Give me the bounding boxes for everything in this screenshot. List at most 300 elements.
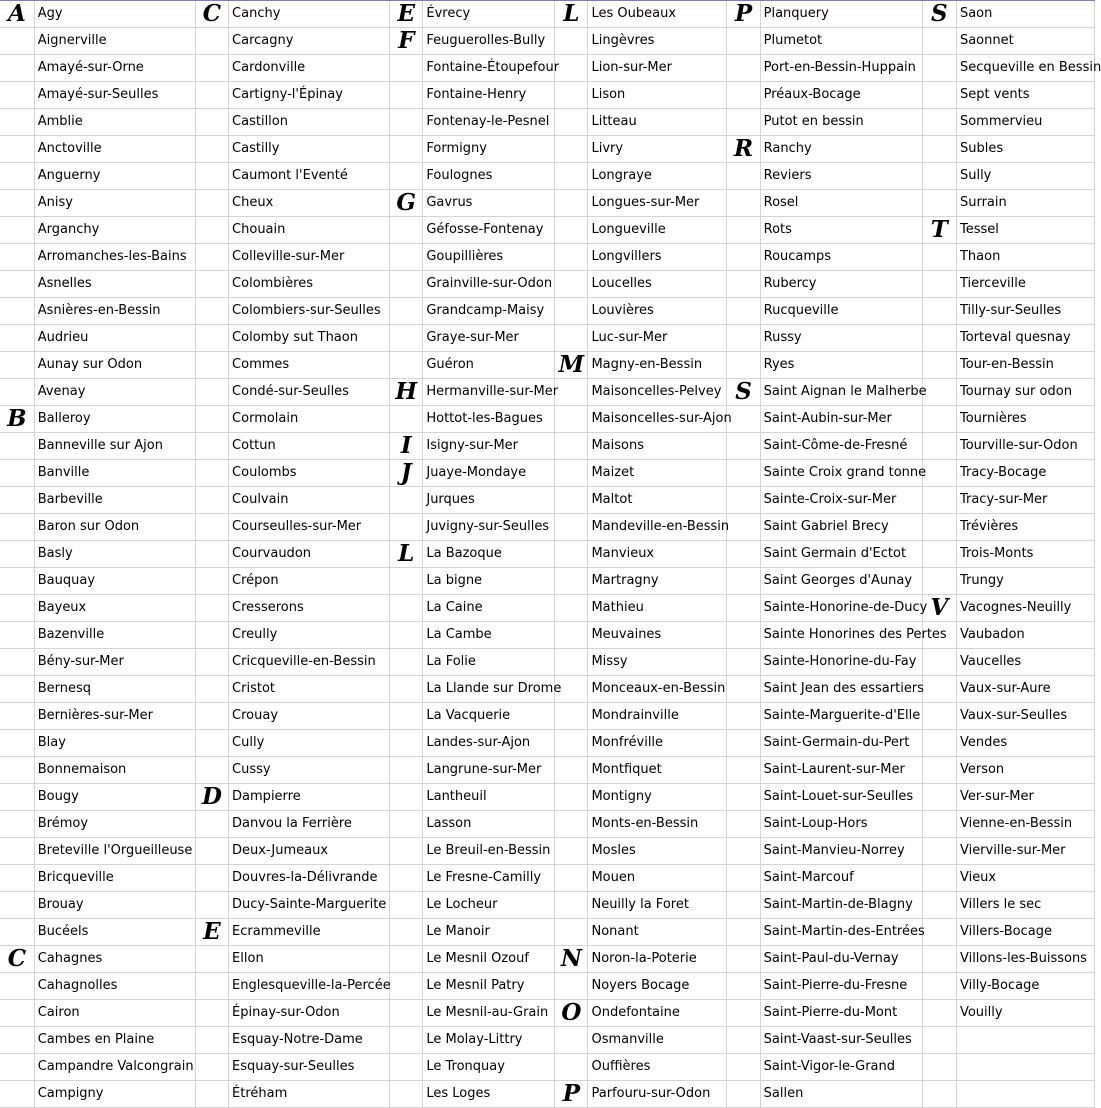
letter-cell[interactable] bbox=[195, 1027, 228, 1054]
commune-cell[interactable]: Lison bbox=[588, 82, 727, 109]
commune-cell[interactable]: Courseulles-sur-Mer bbox=[229, 514, 390, 541]
letter-cell[interactable] bbox=[0, 568, 34, 595]
letter-cell[interactable] bbox=[727, 163, 760, 190]
letter-cell[interactable] bbox=[555, 649, 588, 676]
commune-cell[interactable]: Préaux-Bocage bbox=[760, 82, 922, 109]
commune-cell[interactable]: Livry bbox=[588, 136, 727, 163]
commune-cell[interactable]: Villy-Bocage bbox=[956, 973, 1094, 1000]
commune-cell[interactable]: Torteval quesnay bbox=[956, 325, 1094, 352]
commune-cell[interactable]: Géfosse-Fontenay bbox=[423, 217, 555, 244]
letter-cell[interactable] bbox=[922, 676, 956, 703]
commune-cell[interactable]: Villers le sec bbox=[956, 892, 1094, 919]
letter-cell[interactable] bbox=[195, 595, 228, 622]
commune-cell[interactable]: Longraye bbox=[588, 163, 727, 190]
commune-cell[interactable]: Villers-Bocage bbox=[956, 919, 1094, 946]
commune-cell[interactable]: Maisoncelles-sur-Ajon bbox=[588, 406, 727, 433]
commune-cell[interactable]: Manvieux bbox=[588, 541, 727, 568]
commune-cell[interactable]: Sept vents bbox=[956, 82, 1094, 109]
letter-cell[interactable]: E bbox=[390, 1, 423, 28]
letter-cell[interactable] bbox=[195, 811, 228, 838]
letter-cell[interactable] bbox=[555, 28, 588, 55]
letter-cell[interactable] bbox=[555, 136, 588, 163]
letter-cell[interactable] bbox=[555, 298, 588, 325]
letter-cell[interactable] bbox=[727, 973, 760, 1000]
commune-cell[interactable]: Bauquay bbox=[34, 568, 195, 595]
letter-cell[interactable] bbox=[0, 109, 34, 136]
commune-cell[interactable]: Le Fresne-Camilly bbox=[423, 865, 555, 892]
commune-cell[interactable]: Louvières bbox=[588, 298, 727, 325]
letter-cell[interactable] bbox=[922, 730, 956, 757]
letter-cell[interactable] bbox=[195, 1081, 228, 1108]
letter-cell[interactable] bbox=[727, 1054, 760, 1081]
commune-cell[interactable]: Avenay bbox=[34, 379, 195, 406]
letter-cell[interactable] bbox=[390, 109, 423, 136]
commune-cell[interactable]: Monceaux-en-Bessin bbox=[588, 676, 727, 703]
letter-cell[interactable] bbox=[727, 28, 760, 55]
commune-cell[interactable]: La Folie bbox=[423, 649, 555, 676]
letter-cell[interactable] bbox=[727, 55, 760, 82]
letter-cell[interactable] bbox=[195, 460, 228, 487]
commune-cell[interactable]: Barbeville bbox=[34, 487, 195, 514]
letter-cell[interactable] bbox=[555, 757, 588, 784]
commune-cell[interactable]: Esquay-Notre-Dame bbox=[229, 1027, 390, 1054]
letter-cell[interactable] bbox=[0, 919, 34, 946]
letter-cell[interactable] bbox=[0, 541, 34, 568]
letter-cell[interactable] bbox=[727, 865, 760, 892]
commune-cell[interactable]: Tournières bbox=[956, 406, 1094, 433]
commune-cell[interactable]: Saint-Manvieu-Norrey bbox=[760, 838, 922, 865]
letter-cell[interactable]: J bbox=[390, 460, 423, 487]
commune-cell[interactable]: Dampierre bbox=[229, 784, 390, 811]
commune-cell[interactable]: Arganchy bbox=[34, 217, 195, 244]
commune-cell[interactable]: Carcagny bbox=[229, 28, 390, 55]
letter-cell[interactable] bbox=[0, 217, 34, 244]
commune-cell[interactable]: Commes bbox=[229, 352, 390, 379]
letter-cell[interactable] bbox=[195, 568, 228, 595]
letter-cell[interactable] bbox=[922, 946, 956, 973]
commune-cell[interactable]: Hottot-les-Bagues bbox=[423, 406, 555, 433]
commune-cell[interactable]: Tierceville bbox=[956, 271, 1094, 298]
commune-cell[interactable]: Brémoy bbox=[34, 811, 195, 838]
letter-cell[interactable] bbox=[390, 298, 423, 325]
letter-cell[interactable] bbox=[390, 487, 423, 514]
commune-cell[interactable]: Trois-Monts bbox=[956, 541, 1094, 568]
letter-cell[interactable] bbox=[195, 190, 228, 217]
commune-cell[interactable]: Saint Gabriel Brecy bbox=[760, 514, 922, 541]
commune-cell[interactable]: Blay bbox=[34, 730, 195, 757]
commune-cell[interactable]: Trévières bbox=[956, 514, 1094, 541]
commune-cell[interactable]: Reviers bbox=[760, 163, 922, 190]
letter-cell[interactable] bbox=[390, 811, 423, 838]
commune-cell[interactable]: Rubercy bbox=[760, 271, 922, 298]
letter-cell[interactable] bbox=[390, 1027, 423, 1054]
commune-cell[interactable]: Subles bbox=[956, 136, 1094, 163]
letter-cell[interactable] bbox=[727, 244, 760, 271]
letter-cell[interactable] bbox=[922, 514, 956, 541]
commune-cell[interactable]: Ryes bbox=[760, 352, 922, 379]
letter-cell[interactable] bbox=[555, 973, 588, 1000]
commune-cell[interactable]: Landes-sur-Ajon bbox=[423, 730, 555, 757]
commune-cell[interactable]: Planquery bbox=[760, 1, 922, 28]
letter-cell[interactable] bbox=[390, 514, 423, 541]
letter-cell[interactable] bbox=[555, 190, 588, 217]
letter-cell[interactable] bbox=[0, 865, 34, 892]
commune-cell[interactable]: Le Mesnil Ozouf bbox=[423, 946, 555, 973]
commune-cell[interactable]: Saint Jean des essartiers bbox=[760, 676, 922, 703]
letter-cell[interactable] bbox=[390, 325, 423, 352]
commune-cell[interactable]: Cairon bbox=[34, 1000, 195, 1027]
letter-cell[interactable] bbox=[555, 217, 588, 244]
commune-cell[interactable]: Sainte Croix grand tonne bbox=[760, 460, 922, 487]
letter-cell[interactable] bbox=[195, 649, 228, 676]
letter-cell[interactable] bbox=[390, 352, 423, 379]
commune-cell[interactable]: Brouay bbox=[34, 892, 195, 919]
letter-cell[interactable] bbox=[0, 595, 34, 622]
letter-cell[interactable] bbox=[195, 676, 228, 703]
letter-cell[interactable] bbox=[0, 1081, 34, 1108]
commune-cell[interactable]: Saint-Loup-Hors bbox=[760, 811, 922, 838]
letter-cell[interactable] bbox=[390, 919, 423, 946]
commune-cell[interactable]: Surrain bbox=[956, 190, 1094, 217]
commune-cell[interactable]: Gavrus bbox=[423, 190, 555, 217]
commune-cell[interactable]: Port-en-Bessin-Huppain bbox=[760, 55, 922, 82]
letter-cell[interactable] bbox=[727, 109, 760, 136]
letter-cell[interactable]: R bbox=[727, 136, 760, 163]
commune-cell[interactable]: Maisoncelles-Pelvey bbox=[588, 379, 727, 406]
commune-cell[interactable]: Bayeux bbox=[34, 595, 195, 622]
commune-cell[interactable]: Castilly bbox=[229, 136, 390, 163]
letter-cell[interactable] bbox=[555, 730, 588, 757]
commune-cell[interactable]: Saint-Vigor-le-Grand bbox=[760, 1054, 922, 1081]
letter-cell[interactable] bbox=[555, 784, 588, 811]
letter-cell[interactable] bbox=[555, 406, 588, 433]
commune-cell[interactable]: Plumetot bbox=[760, 28, 922, 55]
commune-cell[interactable]: Condé-sur-Seulles bbox=[229, 379, 390, 406]
commune-cell[interactable]: Ver-sur-Mer bbox=[956, 784, 1094, 811]
letter-cell[interactable] bbox=[195, 217, 228, 244]
letter-cell[interactable] bbox=[555, 919, 588, 946]
commune-cell[interactable]: Tracy-Bocage bbox=[956, 460, 1094, 487]
letter-cell[interactable] bbox=[922, 379, 956, 406]
commune-cell[interactable]: Cartigny-l'Épinay bbox=[229, 82, 390, 109]
letter-cell[interactable] bbox=[922, 244, 956, 271]
commune-cell[interactable]: Meuvaines bbox=[588, 622, 727, 649]
letter-cell[interactable] bbox=[390, 784, 423, 811]
commune-cell[interactable]: Cussy bbox=[229, 757, 390, 784]
letter-cell[interactable] bbox=[922, 757, 956, 784]
letter-cell[interactable] bbox=[922, 136, 956, 163]
commune-cell[interactable]: Cully bbox=[229, 730, 390, 757]
commune-cell[interactable]: Maltot bbox=[588, 487, 727, 514]
commune-cell[interactable]: Feuguerolles-Bully bbox=[423, 28, 555, 55]
letter-cell[interactable] bbox=[555, 622, 588, 649]
commune-cell[interactable]: Longueville bbox=[588, 217, 727, 244]
letter-cell[interactable] bbox=[727, 487, 760, 514]
letter-cell[interactable]: C bbox=[0, 946, 34, 973]
letter-cell[interactable] bbox=[922, 784, 956, 811]
commune-cell[interactable] bbox=[956, 1081, 1094, 1108]
letter-cell[interactable] bbox=[390, 271, 423, 298]
letter-cell[interactable] bbox=[0, 28, 34, 55]
commune-cell[interactable]: Sainte-Marguerite-d'Elle bbox=[760, 703, 922, 730]
letter-cell[interactable] bbox=[727, 325, 760, 352]
letter-cell[interactable] bbox=[727, 541, 760, 568]
letter-cell[interactable] bbox=[0, 622, 34, 649]
letter-cell[interactable] bbox=[555, 568, 588, 595]
letter-cell[interactable] bbox=[195, 514, 228, 541]
letter-cell[interactable] bbox=[0, 487, 34, 514]
commune-cell[interactable]: Colleville-sur-Mer bbox=[229, 244, 390, 271]
letter-cell[interactable] bbox=[0, 55, 34, 82]
commune-cell[interactable]: Évrecy bbox=[423, 1, 555, 28]
commune-cell[interactable]: Campigny bbox=[34, 1081, 195, 1108]
letter-cell[interactable] bbox=[727, 568, 760, 595]
commune-cell[interactable]: Vouilly bbox=[956, 1000, 1094, 1027]
commune-cell[interactable]: Bazenville bbox=[34, 622, 195, 649]
commune-cell[interactable]: Banville bbox=[34, 460, 195, 487]
letter-cell[interactable] bbox=[0, 1000, 34, 1027]
commune-cell[interactable]: Juvigny-sur-Seulles bbox=[423, 514, 555, 541]
commune-cell[interactable]: Parfouru-sur-Odon bbox=[588, 1081, 727, 1108]
letter-cell[interactable] bbox=[922, 325, 956, 352]
commune-cell[interactable]: Bernesq bbox=[34, 676, 195, 703]
letter-cell[interactable] bbox=[727, 595, 760, 622]
commune-cell[interactable]: Breteville l'Orgueilleuse bbox=[34, 838, 195, 865]
letter-cell[interactable] bbox=[195, 379, 228, 406]
commune-cell[interactable]: Tracy-sur-Mer bbox=[956, 487, 1094, 514]
letter-cell[interactable] bbox=[555, 595, 588, 622]
commune-cell[interactable]: Danvou la Ferrière bbox=[229, 811, 390, 838]
letter-cell[interactable] bbox=[922, 433, 956, 460]
letter-cell[interactable] bbox=[195, 298, 228, 325]
commune-cell[interactable]: Secqueville en Bessin bbox=[956, 55, 1094, 82]
letter-cell[interactable] bbox=[922, 28, 956, 55]
commune-cell[interactable]: La Llande sur Drome bbox=[423, 676, 555, 703]
commune-cell[interactable]: Tournay sur odon bbox=[956, 379, 1094, 406]
letter-cell[interactable] bbox=[727, 1000, 760, 1027]
letter-cell[interactable] bbox=[0, 757, 34, 784]
letter-cell[interactable] bbox=[0, 298, 34, 325]
letter-cell[interactable] bbox=[555, 460, 588, 487]
letter-cell[interactable] bbox=[922, 865, 956, 892]
commune-cell[interactable]: Langrune-sur-Mer bbox=[423, 757, 555, 784]
commune-cell[interactable]: Coulvain bbox=[229, 487, 390, 514]
commune-cell[interactable]: Le Tronquay bbox=[423, 1054, 555, 1081]
commune-cell[interactable]: Cottun bbox=[229, 433, 390, 460]
commune-cell[interactable]: Deux-Jumeaux bbox=[229, 838, 390, 865]
commune-cell[interactable]: Cambes en Plaine bbox=[34, 1027, 195, 1054]
commune-cell[interactable]: Le Mesnil Patry bbox=[423, 973, 555, 1000]
commune-cell[interactable]: Tilly-sur-Seulles bbox=[956, 298, 1094, 325]
letter-cell[interactable]: H bbox=[390, 379, 423, 406]
letter-cell[interactable] bbox=[727, 352, 760, 379]
commune-cell[interactable]: Baron sur Odon bbox=[34, 514, 195, 541]
commune-cell[interactable]: Bougy bbox=[34, 784, 195, 811]
commune-cell[interactable]: Le Breuil-en-Bessin bbox=[423, 838, 555, 865]
commune-cell[interactable]: Litteau bbox=[588, 109, 727, 136]
commune-cell[interactable]: Le Molay-Littry bbox=[423, 1027, 555, 1054]
letter-cell[interactable] bbox=[195, 541, 228, 568]
letter-cell[interactable] bbox=[0, 460, 34, 487]
commune-cell[interactable]: Cresserons bbox=[229, 595, 390, 622]
commune-cell[interactable]: Sully bbox=[956, 163, 1094, 190]
commune-cell[interactable]: Loucelles bbox=[588, 271, 727, 298]
commune-cell[interactable]: Saint Georges d'Aunay bbox=[760, 568, 922, 595]
commune-cell[interactable]: Aunay sur Odon bbox=[34, 352, 195, 379]
letter-cell[interactable] bbox=[922, 298, 956, 325]
commune-cell[interactable]: Saint-Paul-du-Vernay bbox=[760, 946, 922, 973]
letter-cell[interactable] bbox=[555, 1054, 588, 1081]
letter-cell[interactable] bbox=[0, 973, 34, 1000]
letter-cell[interactable] bbox=[195, 730, 228, 757]
letter-cell[interactable] bbox=[727, 460, 760, 487]
letter-cell[interactable] bbox=[555, 1027, 588, 1054]
letter-cell[interactable] bbox=[390, 568, 423, 595]
commune-cell[interactable]: Juaye-Mondaye bbox=[423, 460, 555, 487]
letter-cell[interactable]: L bbox=[555, 1, 588, 28]
commune-cell[interactable]: Saint Aignan le Malherbe bbox=[760, 379, 922, 406]
commune-cell[interactable]: Coulombs bbox=[229, 460, 390, 487]
letter-cell[interactable]: C bbox=[195, 1, 228, 28]
letter-cell[interactable] bbox=[0, 1054, 34, 1081]
commune-cell[interactable]: Lingèvres bbox=[588, 28, 727, 55]
letter-cell[interactable] bbox=[727, 82, 760, 109]
letter-cell[interactable] bbox=[390, 649, 423, 676]
commune-cell[interactable]: Cahagnes bbox=[34, 946, 195, 973]
letter-cell[interactable] bbox=[0, 325, 34, 352]
commune-cell[interactable]: Saint-Pierre-du-Mont bbox=[760, 1000, 922, 1027]
letter-cell[interactable] bbox=[390, 676, 423, 703]
letter-cell[interactable] bbox=[555, 433, 588, 460]
letter-cell[interactable] bbox=[922, 1000, 956, 1027]
letter-cell[interactable]: A bbox=[0, 1, 34, 28]
letter-cell[interactable] bbox=[195, 865, 228, 892]
letter-cell[interactable]: V bbox=[922, 595, 956, 622]
letter-cell[interactable]: D bbox=[195, 784, 228, 811]
commune-cell[interactable]: Putot en bessin bbox=[760, 109, 922, 136]
letter-cell[interactable] bbox=[922, 973, 956, 1000]
letter-cell[interactable]: F bbox=[390, 28, 423, 55]
commune-cell[interactable]: Épinay-sur-Odon bbox=[229, 1000, 390, 1027]
letter-cell[interactable] bbox=[390, 136, 423, 163]
letter-cell[interactable] bbox=[195, 703, 228, 730]
letter-cell[interactable] bbox=[727, 1081, 760, 1108]
commune-cell[interactable]: Cahagnolles bbox=[34, 973, 195, 1000]
commune-cell[interactable]: Campandre Valcongrain bbox=[34, 1054, 195, 1081]
letter-cell[interactable] bbox=[0, 730, 34, 757]
commune-cell[interactable]: Douvres-la-Délivrande bbox=[229, 865, 390, 892]
commune-cell[interactable]: Saint-Vaast-sur-Seulles bbox=[760, 1027, 922, 1054]
commune-cell[interactable]: Hermanville-sur-Mer bbox=[423, 379, 555, 406]
commune-cell[interactable]: Martragny bbox=[588, 568, 727, 595]
commune-cell[interactable]: La Caine bbox=[423, 595, 555, 622]
letter-cell[interactable] bbox=[195, 973, 228, 1000]
letter-cell[interactable] bbox=[195, 55, 228, 82]
commune-cell[interactable]: Sallen bbox=[760, 1081, 922, 1108]
commune-cell[interactable]: Creully bbox=[229, 622, 390, 649]
commune-cell[interactable]: Cricqueville-en-Bessin bbox=[229, 649, 390, 676]
letter-cell[interactable] bbox=[727, 784, 760, 811]
letter-cell[interactable] bbox=[195, 28, 228, 55]
commune-cell[interactable]: Lasson bbox=[423, 811, 555, 838]
letter-cell[interactable] bbox=[555, 514, 588, 541]
commune-cell[interactable]: Guéron bbox=[423, 352, 555, 379]
commune-cell[interactable]: Banneville sur Ajon bbox=[34, 433, 195, 460]
letter-cell[interactable] bbox=[195, 163, 228, 190]
letter-cell[interactable] bbox=[922, 1081, 956, 1108]
letter-cell[interactable] bbox=[0, 244, 34, 271]
commune-cell[interactable]: Saon bbox=[956, 1, 1094, 28]
commune-cell[interactable]: Montfiquet bbox=[588, 757, 727, 784]
letter-cell[interactable] bbox=[390, 892, 423, 919]
letter-cell[interactable] bbox=[727, 217, 760, 244]
letter-cell[interactable]: E bbox=[195, 919, 228, 946]
commune-cell[interactable]: Longues-sur-Mer bbox=[588, 190, 727, 217]
commune-cell[interactable]: Villons-les-Buissons bbox=[956, 946, 1094, 973]
commune-cell[interactable]: Le Manoir bbox=[423, 919, 555, 946]
commune-cell[interactable]: Cardonville bbox=[229, 55, 390, 82]
commune-cell[interactable]: Noron-la-Poterie bbox=[588, 946, 727, 973]
letter-cell[interactable] bbox=[390, 622, 423, 649]
letter-cell[interactable]: L bbox=[390, 541, 423, 568]
letter-cell[interactable] bbox=[390, 82, 423, 109]
commune-cell[interactable]: Longvillers bbox=[588, 244, 727, 271]
commune-cell[interactable]: Bricqueville bbox=[34, 865, 195, 892]
commune-cell[interactable]: Montigny bbox=[588, 784, 727, 811]
letter-cell[interactable] bbox=[390, 973, 423, 1000]
letter-cell[interactable] bbox=[727, 298, 760, 325]
letter-cell[interactable] bbox=[727, 406, 760, 433]
commune-cell[interactable]: Bonnemaison bbox=[34, 757, 195, 784]
letter-cell[interactable] bbox=[555, 487, 588, 514]
commune-cell[interactable]: Bény-sur-Mer bbox=[34, 649, 195, 676]
letter-cell[interactable] bbox=[727, 757, 760, 784]
letter-cell[interactable] bbox=[0, 514, 34, 541]
letter-cell[interactable] bbox=[0, 433, 34, 460]
commune-cell[interactable]: La Bazoque bbox=[423, 541, 555, 568]
commune-cell[interactable]: Noyers Bocage bbox=[588, 973, 727, 1000]
letter-cell[interactable] bbox=[922, 649, 956, 676]
letter-cell[interactable] bbox=[727, 1027, 760, 1054]
commune-cell[interactable]: Courvaudon bbox=[229, 541, 390, 568]
commune-cell[interactable]: Monts-en-Bessin bbox=[588, 811, 727, 838]
commune-cell[interactable]: Missy bbox=[588, 649, 727, 676]
commune-cell[interactable]: Ondefontaine bbox=[588, 1000, 727, 1027]
letter-cell[interactable] bbox=[0, 82, 34, 109]
commune-cell[interactable]: Colomby sut Thaon bbox=[229, 325, 390, 352]
commune-cell[interactable]: Osmanville bbox=[588, 1027, 727, 1054]
commune-cell[interactable]: Le Locheur bbox=[423, 892, 555, 919]
commune-cell[interactable]: Vaucelles bbox=[956, 649, 1094, 676]
commune-cell[interactable]: Anctoville bbox=[34, 136, 195, 163]
letter-cell[interactable] bbox=[390, 703, 423, 730]
commune-cell[interactable]: Crouay bbox=[229, 703, 390, 730]
commune-cell[interactable]: Vieux bbox=[956, 865, 1094, 892]
commune-cell[interactable]: Sommervieu bbox=[956, 109, 1094, 136]
commune-cell[interactable]: Sainte-Honorine-de-Ducy bbox=[760, 595, 922, 622]
commune-cell[interactable]: Étréham bbox=[229, 1081, 390, 1108]
commune-cell[interactable]: Maizet bbox=[588, 460, 727, 487]
letter-cell[interactable] bbox=[555, 541, 588, 568]
commune-cell[interactable]: Rucqueville bbox=[760, 298, 922, 325]
commune-cell[interactable]: Amayé-sur-Seulles bbox=[34, 82, 195, 109]
commune-cell[interactable]: Arromanches-les-Bains bbox=[34, 244, 195, 271]
letter-cell[interactable] bbox=[0, 190, 34, 217]
commune-cell[interactable]: Anguerny bbox=[34, 163, 195, 190]
commune-cell[interactable]: Monfréville bbox=[588, 730, 727, 757]
commune-cell[interactable]: Russy bbox=[760, 325, 922, 352]
letter-cell[interactable] bbox=[922, 703, 956, 730]
